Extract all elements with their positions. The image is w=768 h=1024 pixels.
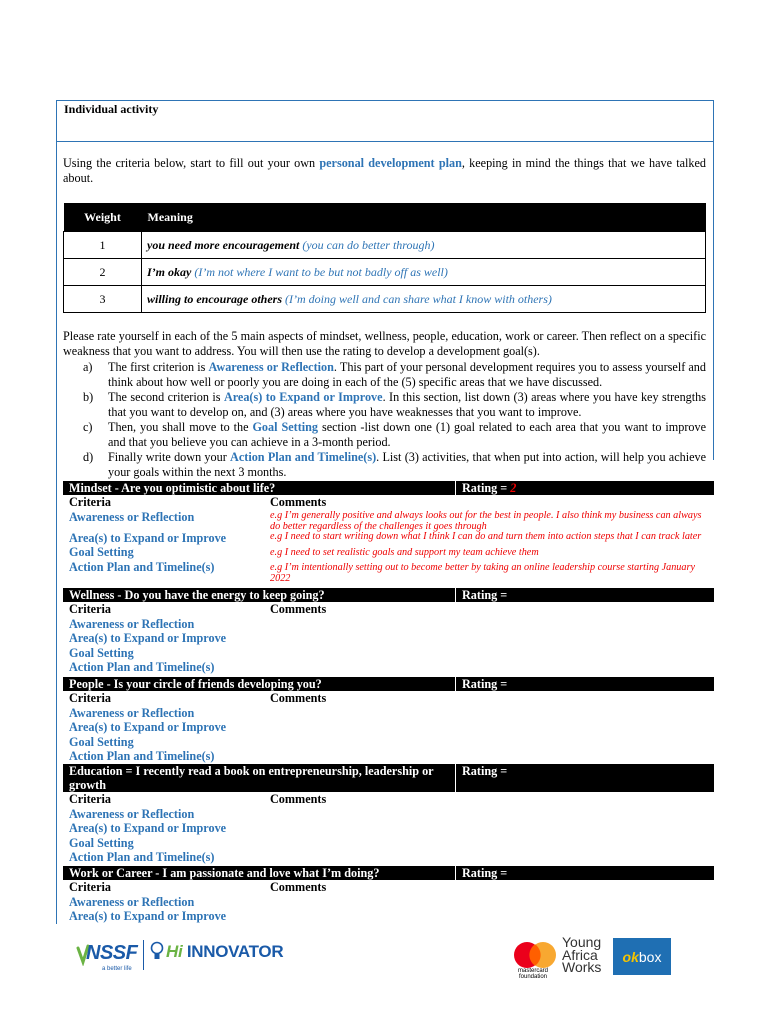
- expand-row[interactable]: [63, 909, 714, 924]
- action-label: Action Plan and Timeline(s): [69, 660, 215, 675]
- step-text: The first criterion is Awareness or Reflection. This part of your personal development requires you to assess yourself and think about how well or poorly you are doing in each of the (5) specific areas that we have discussed.: [108, 360, 706, 389]
- nssf-wordmark: NSSF: [86, 942, 138, 964]
- rating-cell[interactable]: Rating =: [455, 764, 714, 792]
- comments-label: Comments: [270, 880, 327, 894]
- criteria-label: Criteria: [69, 880, 111, 894]
- people-section: [63, 677, 714, 764]
- goal-row[interactable]: [63, 646, 714, 661]
- criteria-steps: [63, 360, 706, 480]
- awareness-row[interactable]: [63, 706, 714, 721]
- criteria-label: Criteria: [69, 792, 111, 806]
- innovator-text: INNOVATOR: [186, 942, 284, 961]
- step-item: [63, 390, 706, 420]
- rating-cell[interactable]: Rating =: [455, 588, 714, 602]
- criteria-label: Criteria: [69, 495, 111, 509]
- weight-row: [64, 259, 706, 286]
- goal-label: Goal Setting: [69, 835, 134, 850]
- action-row[interactable]: [63, 749, 714, 764]
- action-row[interactable]: [63, 660, 714, 675]
- step-text: The second criterion is Area(s) to Expand or Improve. In this section, list down (3) areas where you have key strengths that you want to develop on, and (3) areas where you have weaknesses that you want to improve.: [108, 390, 707, 419]
- yaw-line: Africa: [562, 946, 598, 963]
- section-header: [63, 866, 714, 880]
- weight-header: Weight: [64, 203, 142, 232]
- goal-label: Goal Setting: [69, 545, 134, 560]
- weight-meaning: [142, 259, 706, 286]
- section-header: [63, 764, 714, 792]
- expand-row[interactable]: [63, 720, 714, 735]
- expand-label: Area(s) to Expand or Improve: [69, 720, 227, 735]
- weight-row: [64, 286, 706, 313]
- meaning-text: willing to encourage others: [147, 291, 283, 306]
- awareness-comment[interactable]: e.g I’m generally positive and always looks out for the best in people. I also think my business can always do better regardless of the challenges it goes through: [270, 509, 702, 533]
- expand-comment[interactable]: e.g I need to start writing down what I think I can do and turn them into action steps that I can track later: [270, 530, 702, 542]
- section-question: People - Is your circle of friends developing you?: [69, 677, 322, 691]
- step-item: [63, 420, 706, 450]
- page-border-right: [713, 142, 714, 460]
- action-label: Action Plan and Timeline(s): [69, 749, 215, 764]
- goal-comment[interactable]: e.g I need to set realistic goals and support my team achieve them: [270, 547, 539, 559]
- awareness-row[interactable]: [63, 807, 714, 822]
- weight-value: 3: [64, 286, 142, 313]
- step-text: Then, you shall move to the Goal Setting section -list down one (1) goal related to each area that you want to improve and that you believe you can achieve in a 3-month period.: [108, 420, 706, 449]
- rating-value: 2: [510, 481, 517, 495]
- step-label: a): [83, 360, 93, 374]
- intro-text-end: , keeping in mind the things that we have talked about.: [63, 156, 707, 185]
- section-question: Mindset - Are you optimistic about life?: [69, 481, 276, 495]
- action-label: Action Plan and Timeline(s): [69, 850, 215, 865]
- step-key-term: Area(s) to Expand or Improve: [223, 390, 383, 404]
- expand-label: Area(s) to Expand or Improve: [69, 530, 227, 545]
- criteria-label: Criteria: [69, 691, 111, 705]
- awareness-label: Awareness or Reflection: [69, 806, 195, 821]
- comments-label: Comments: [270, 495, 327, 509]
- goal-row[interactable]: [63, 836, 714, 851]
- expand-row: [63, 531, 714, 546]
- awareness-label: Awareness or Reflection: [69, 616, 195, 631]
- comments-label: Comments: [270, 691, 327, 705]
- pdp-link-text: personal development plan: [319, 156, 462, 170]
- weight-value: 2: [64, 259, 142, 286]
- intro-text-start: Using the criteria below, start to fill out your own: [63, 156, 320, 170]
- rating-cell[interactable]: Rating =: [455, 866, 714, 880]
- mindset-section: [63, 481, 714, 585]
- education-section: [63, 764, 714, 865]
- expand-row[interactable]: [63, 821, 714, 836]
- criteria-header-row: [63, 691, 714, 706]
- page-border-left: [56, 142, 57, 924]
- action-row: [63, 560, 714, 585]
- goal-row: [63, 545, 714, 560]
- meaning-note: (you can do better through): [302, 237, 435, 252]
- nssf-tagline: a better life: [102, 966, 132, 972]
- meaning-header: Meaning: [142, 203, 706, 232]
- section-question: Work or Career - I am passionate and love what I’m doing?: [69, 866, 380, 880]
- step-item: [63, 450, 706, 480]
- step-key-term: Awareness or Reflection: [208, 360, 334, 374]
- goal-label: Goal Setting: [69, 645, 134, 660]
- meaning-note: (I’m not where I want to be but not badly off as well): [194, 264, 448, 279]
- action-comment[interactable]: e.g I’m intentionally setting out to become better by taking an online leadership course starting January 2022: [270, 561, 695, 585]
- action-row[interactable]: [63, 850, 714, 865]
- intro-paragraph: [63, 156, 706, 186]
- wellness-section: [63, 588, 714, 675]
- yaw-line: Works: [562, 959, 602, 975]
- hi-text: Hi: [166, 942, 183, 961]
- okbox-logo: [613, 938, 671, 975]
- hi-innovator-logo: [166, 942, 283, 962]
- meaning-note: (I’m doing well and can share what I know with others): [285, 291, 552, 306]
- step-key-term: Goal Setting: [252, 420, 319, 434]
- weight-meaning: [142, 286, 706, 313]
- section-header: [63, 677, 714, 691]
- step-label: c): [83, 420, 93, 434]
- meaning-text: I’m okay: [147, 264, 192, 279]
- step-key-term: Action Plan and Timeline(s): [230, 450, 377, 464]
- lightbulb-icon: [150, 940, 164, 964]
- action-label: Action Plan and Timeline(s): [69, 559, 215, 574]
- expand-label: Area(s) to Expand or Improve: [69, 821, 227, 836]
- section-header: [63, 588, 714, 602]
- awareness-row[interactable]: [63, 895, 714, 910]
- awareness-label: Awareness or Reflection: [69, 509, 195, 524]
- expand-row[interactable]: [63, 631, 714, 646]
- goal-row[interactable]: [63, 735, 714, 750]
- comments-label: Comments: [270, 792, 327, 806]
- step-text: Finally write down your Action Plan and Timeline(s). List (3) activities, that when put into action, will help you achieve your goals within the next 3 months.: [108, 450, 707, 479]
- expand-label: Area(s) to Expand or Improve: [69, 631, 227, 646]
- awareness-label: Awareness or Reflection: [69, 894, 195, 909]
- awareness-row: [63, 510, 714, 533]
- section-header: [63, 481, 714, 495]
- section-question: Wellness - Do you have the energy to keep going?: [69, 588, 325, 602]
- section-question: Education = I recently read a book on entrepreneurship, leadership or growth: [69, 764, 434, 792]
- comments-label: Comments: [270, 602, 327, 616]
- awareness-row[interactable]: [63, 617, 714, 632]
- criteria-header-row: [63, 880, 714, 895]
- okbox-box-text: box: [638, 948, 662, 965]
- awareness-label: Awareness or Reflection: [69, 705, 195, 720]
- weight-value: 1: [64, 232, 142, 259]
- yaw-line: Young: [562, 934, 602, 950]
- work-career-section: [63, 866, 714, 924]
- rating-instructions: Please rate yourself in each of the 5 main aspects of mindset, wellness, people, education, work or career. Then reflect on a specific weakness that you want to address. You will then use the rating to develop a development goal(s).: [63, 329, 706, 358]
- weight-row: [64, 232, 706, 259]
- criteria-header-row: [63, 792, 714, 807]
- step-label: b): [83, 390, 94, 404]
- step-item: [63, 360, 706, 390]
- activity-title: Individual activity: [64, 102, 159, 116]
- mastercard-foundation-text: mastercard foundation: [517, 968, 548, 980]
- expand-label: Area(s) to Expand or Improve: [69, 909, 227, 924]
- criteria-header-row: [63, 602, 714, 617]
- weight-meaning: [142, 232, 706, 259]
- criteria-header-row: [63, 495, 714, 510]
- rating-cell[interactable]: Rating =: [455, 677, 714, 691]
- rating-cell[interactable]: Rating = 2: [455, 481, 714, 495]
- okbox-ok-text: ok: [622, 948, 639, 965]
- step-label: d): [83, 450, 94, 464]
- nssf-logo: [76, 938, 146, 972]
- criteria-label: Criteria: [69, 602, 111, 616]
- young-africa-works-logo: [562, 936, 601, 974]
- logo-divider: [143, 940, 144, 970]
- meaning-text: you need more encouragement: [147, 237, 300, 252]
- weight-table: [63, 203, 706, 313]
- goal-label: Goal Setting: [69, 734, 134, 749]
